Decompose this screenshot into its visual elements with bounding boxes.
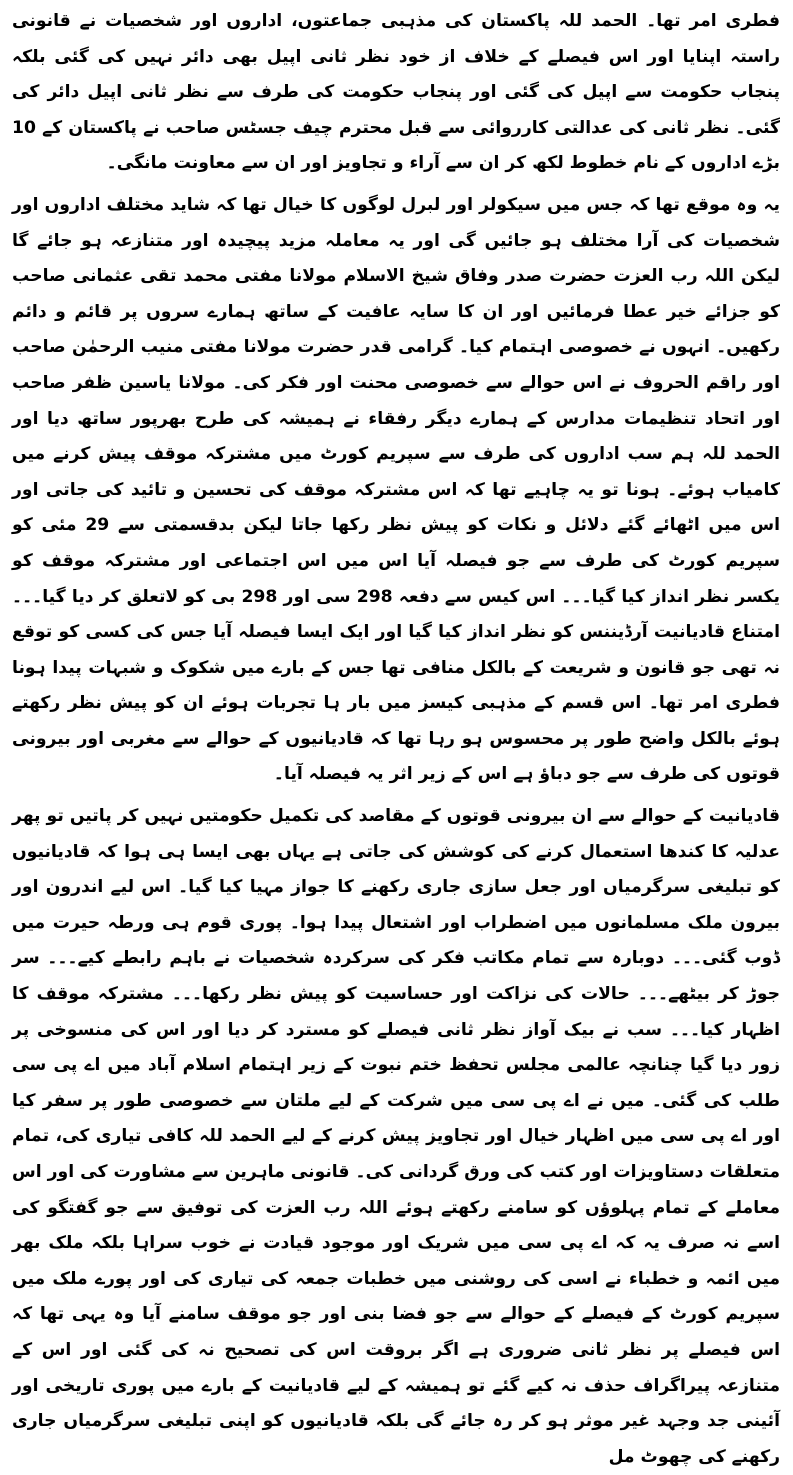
document-page (12, 4, 781, 1467)
paragraph-1: فطری امر تھا۔ الحمد للہ پاکستان کی مذہبی جماعتوں، اداروں اور شخصیات نے قانونی راستہ اپنایا اور اس فیصلے کے خلاف از خود نظر ثانی اپیل بھی دائر نہیں کی گئی بلکہ پنجاب حکومت سے اپیل کی گئی اور پنجاب حکومت کی طرف سے نظر ثانی اپیل دائر کی گئی۔ نظر ثانی کی عدالتی کارروائی سے قبل محترم چیف جسٹس صاحب نے پاکستان کے 10 بڑے اداروں کے نام خطوط لکھ کر ان سے آراء و تجاویز اور ان سے معاونت مانگی۔ (12, 11, 780, 174)
paragraph-2: یہ وہ موقع تھا کہ جس میں سیکولر اور لبرل لوگوں کا خیال تھا کہ شاید مختلف اداروں اور شخصیات کی آرا مختلف ہو جائیں گی اور یہ معاملہ مزید پیچیدہ اور متنازعہ ہو جائے گا لیکن اللہ رب العزت حضرت صدر وفاق شیخ الاسلام مولانا مفتی محمد تقی عثمانی صاحب کو جزائے خیر عطا فرمائیں اور ان کا سایہ عافیت کے ساتھ ہمارے سروں پر قائم و دائم رکھیں۔ انہوں نے خصوصی اہتمام کیا۔ گرامی قدر حضرت مولانا مفتی منیب الرحمٰن صاحب اور راقم الحروف نے اس حوالے سے خصوصی محنت اور فکر کی۔ مولانا یاسین ظفر صاحب اور اتحاد تنظیمات مدارس کے ہمارے دیگر رفقاء نے ہمیشہ کی طرح بھرپور ساتھ دیا اور الحمد للہ ہم سب اداروں کی طرف سے سپریم کورٹ میں مشترکہ موقف پیش کرنے میں کامیاب ہوئے۔ ہونا تو یہ چاہیے تھا کہ اس مشترکہ موقف کی تحسین و تائید کی جاتی اور اس میں اٹھائے گئے دلائل و نکات کو پیش نظر رکھا جاتا لیکن بدقسمتی سے 29 مئی کو سپریم کورٹ کی طرف سے جو فیصلہ آیا اس میں اس اجتماعی اور مشترکہ موقف کو یکسر نظر انداز کیا گیا۔۔۔ اس کیس سے دفعہ 298 سی اور 298 بی کو لاتعلق کر دیا گیا۔۔۔ امتناع قادیانیت آرڈیننس کو نظر انداز کیا گیا اور ایک ایسا فیصلہ آیا جس کی کسی کو توقع نہ تھی جو قانون و شریعت کے بالکل منافی تھا جس کے بارے میں شکوک و شبہات پیدا ہونا فطری امر تھا۔ اس قسم کے مذہبی کیسز میں بار ہا تجربات ہوئے ان کو پیش نظر رکھتے ہوئے بالکل واضح طور پر محسوس ہو رہا تھا کہ قادیانیوں کے حوالے سے مغربی اور بیرونی قوتوں کی طرف سے جو دباؤ ہے اس کے زیر اثر یہ فیصلہ آیا۔ (12, 194, 781, 785)
paragraph-3: قادیانیت کے حوالے سے ان بیرونی قوتوں کے مقاصد کی تکمیل حکومتیں نہیں کر پاتیں تو پھر عدلیہ کا کندھا استعمال کرنے کی کوشش کی جاتی ہے یہاں بھی ایسا ہی ہوا کہ قادیانیوں کو تبلیغی سرگرمیاں اور جعل سازی جاری رکھنے کا جواز مہیا کیا گیا۔ اس لیے اندرون اور بیرون ملک مسلمانوں میں اضطراب اور اشتعال پیدا ہوا۔ پوری قوم ہی ورطہ حیرت میں ڈوب گئی۔۔۔ دوبارہ سے تمام مکاتب فکر کی سرکردہ شخصیات نے باہم رابطے کیے۔۔۔ سر جوڑ کر بیٹھے۔۔۔ حالات کی نزاکت اور حساسیت کو پیش نظر رکھا۔۔۔ مشترکہ موقف کا اظہار کیا۔۔۔ سب نے بیک آواز نظر ثانی فیصلے کو مسترد کر دیا اور اس کی منسوخی پر زور دیا گیا چنانچہ عالمی مجلس تحفظ ختم نبوت کے زیر اہتمام اسلام آباد میں اے پی سی طلب کی گئی۔ میں نے اے پی سی میں شرکت کے لیے ملتان سے خصوصی طور پر سفر کیا اور اے پی سی میں اظہار خیال اور تجاویز پیش کرنے کے لیے الحمد للہ کافی تیاری کی، تمام متعلقات دستاویزات اور کتب کی ورق گردانی کی۔ قانونی ماہرین سے مشاورت کی اور اس معاملے کے تمام پہلوؤں کو سامنے رکھتے ہوئے اللہ رب العزت کی توفیق سے جو گفتگو کی اسے نہ صرف یہ کہ اے پی سی میں شریک اور موجود قیادت نے خوب سراہا بلکہ ملک بھر میں ائمہ و خطباء نے اسی کی روشنی میں خطبات جمعہ کی تیاری کی اور پورے ملک میں سپریم کورٹ کے فیصلے کے حوالے سے جو فضا بنی اور جو موقف سامنے آیا وہ یہی تھا کہ اس فیصلے پر نظر ثانی ضروری ہے اگر بروقت اس کی تصحیح نہ کی گئی اور اس کے متنازعہ پیراگراف حذف نہ کیے گئے تو ہمیشہ کے لیے قادیانیت کے بارے میں پوری تاریخی اور آئینی جد وجہد غیر موثر ہو کر رہ جائے گی بلکہ قادیانیوں کو اپنی تبلیغی سرگرمیاں جاری رکھنے کی چھوٹ مل (12, 806, 780, 1467)
